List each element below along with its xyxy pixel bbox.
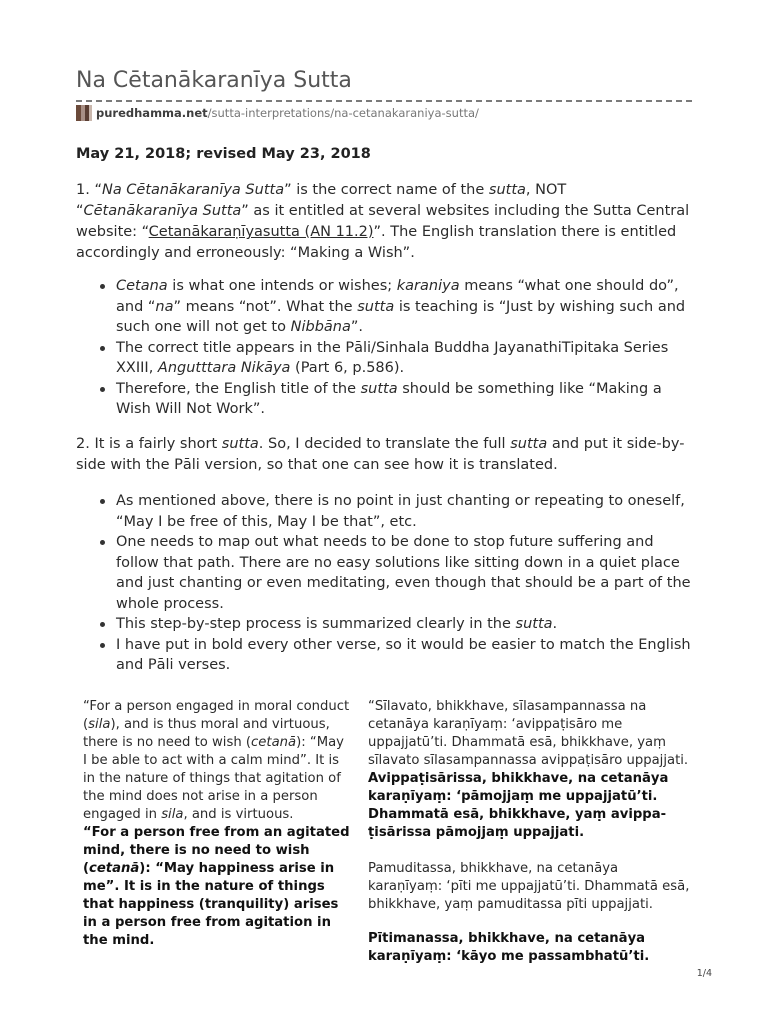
list-item: Therefore, the English title of the sutta should be something like “Making a Wish Will Not Work”.: [76, 379, 692, 420]
english-verse-2: “For a person free from an agitated mind, there is no need to wish (cetanā): “May happiness arise in me”. It is in the nature of things that happiness (tranquility) arises in a person free from agitation in the mind.: [83, 825, 350, 948]
list-item: Cetana is what one intends or wishes; karaniya means “what one should do”, and “na” means “not”. What the sutta is teaching is “Just by wishing such and such one will not get to Nibbāna”.: [76, 276, 692, 338]
pali-verse-1: “Sīlavato, bhikkhave, sīlasampannassa na cetanāya karaṇīyaṃ: ‘avippaṭisāro me uppajjatū’ti. Dhammatā esā, bhikkhave, yaṃ sīlavato sīlasampannassa avippaṭisāro uppajjati.: [368, 699, 689, 768]
source-url[interactable]: [76, 105, 479, 121]
sutta-central-link[interactable]: Cetanākaraṇīyasutta (AN 11.2): [148, 224, 374, 240]
list-item: I have put in bold every other verse, so it would be easier to match the English and Pāli verses.: [76, 635, 692, 676]
paragraph-1: 1. “Na Cētanākaranīya Sutta” is the correct name of the sutta, NOT “Cētanākaranīya Sutta” as it entitled at several websites including the Sutta Central website: “Cetanākaraṇīyasutta (AN 11.2)”. The English translation there is entitled accordingly and erroneously: “Making a Wish”.: [76, 182, 690, 261]
title-divider: [76, 100, 692, 102]
source-path[interactable]: /sutta-interpretations/na-cetanakaraniya-sutta/: [207, 106, 479, 120]
post-date: May 21, 2018; revised May 23, 2018: [76, 146, 371, 162]
source-host[interactable]: puredhamma.net: [96, 106, 208, 120]
pali-verse-3: Pamuditassa, bhikkhave, na cetanāya karaṇīyaṃ: ‘pīti me uppajjatū’ti. Dhammatā esā, bhikkhave, yaṃ pamuditassa pīti uppajjati.: [368, 861, 690, 912]
bullet-list-1: [76, 276, 692, 420]
page-number: 1/4: [696, 968, 712, 979]
paragraph-2: 2. It is a fairly short sutta. So, I decided to translate the full sutta and put it side-by-side with the Pāli version, so that one can see how it is translated.: [76, 436, 685, 473]
list-item: This step-by-step process is summarized clearly in the sutta.: [76, 614, 692, 635]
page-title: Na Cētanākaranīya Sutta: [76, 68, 352, 93]
bullet-list-2: [76, 491, 692, 676]
list-item: One needs to map out what needs to be done to stop future suffering and follow that path. There are no easy solutions like sitting down in a quiet place and just chanting or even meditating, even though that should be a part of the whole process.: [76, 532, 692, 614]
english-verse-1: “For a person engaged in moral conduct (sila), and is thus moral and virtuous, there is no need to wish (cetanā): “May I be able to act with a calm mind”. It is in the nature of things that agitation of the mind does not arise in a person engaged in sila, and is virtuous.: [83, 699, 350, 822]
pali-verse-4: Pītimanassa, bhikkhave, na cetanāya karaṇīyaṃ: ‘kāyo me passambhatū’ti.: [368, 931, 650, 964]
site-favicon-icon: [76, 105, 92, 121]
list-item: As mentioned above, there is no point in just chanting or repeating to oneself, “May I be free of this, May I be that”, etc.: [76, 491, 692, 532]
english-column: [83, 698, 351, 950]
list-item: The correct title appears in the Pāli/Sinhala Buddha JayanathiTipitaka Series XXIII, Angutttara Nikāya (Part 6, p.586).: [76, 338, 692, 379]
pali-column: [368, 698, 690, 966]
pali-verse-2: Avippaṭisārissa, bhikkhave, na cetanāya karaṇīyaṃ: ‘pāmojjaṃ me uppajjatū’ti. Dhammatā esā, bhikkhave, yaṃ avippa-ṭisārissa pāmojjaṃ uppajjati.: [368, 771, 669, 840]
